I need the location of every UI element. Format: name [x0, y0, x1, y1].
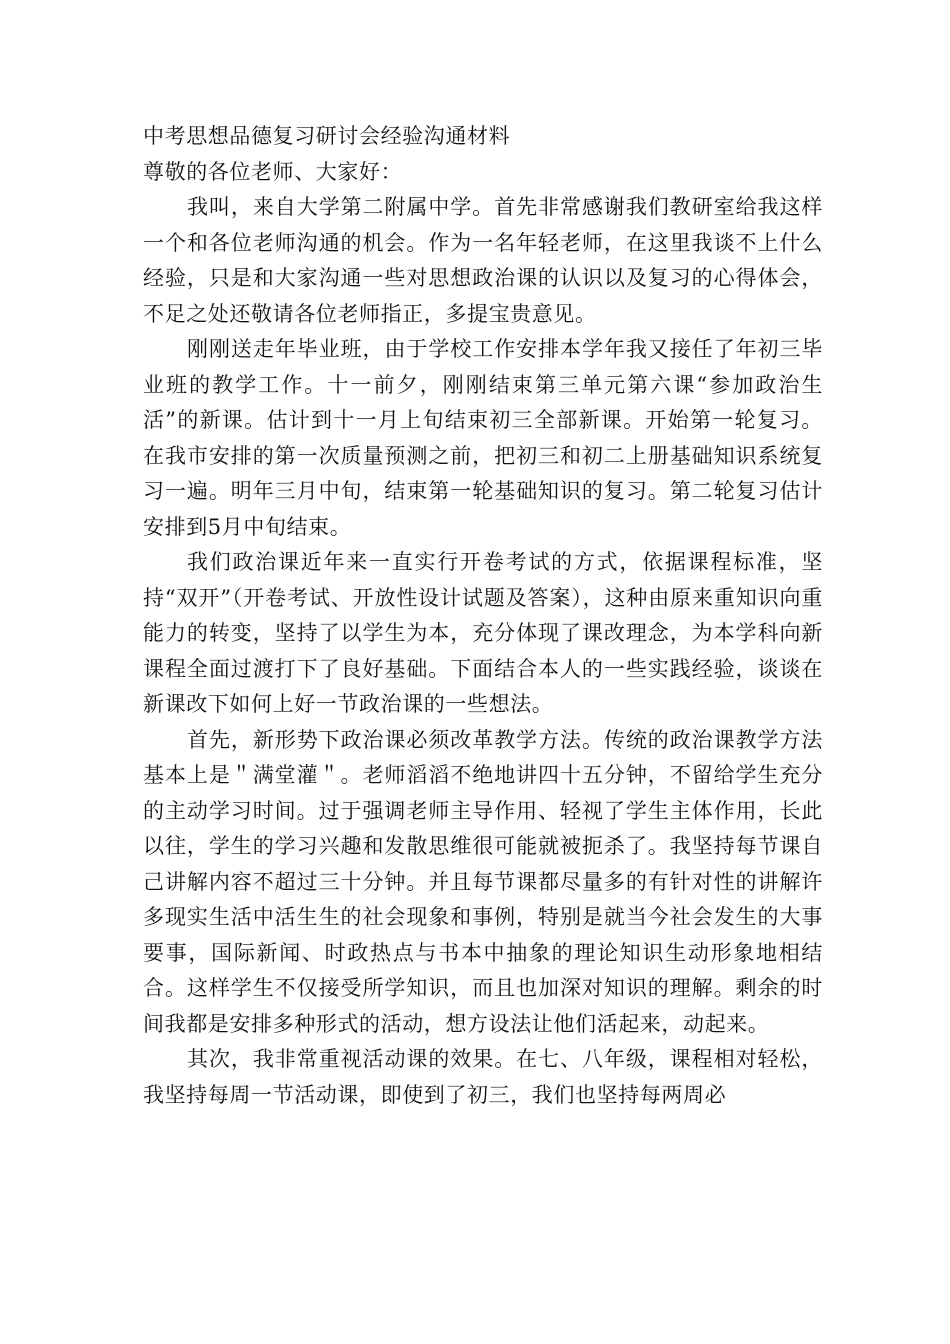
paragraph-3: 我们政治课近年来一直实行开卷考试的方式，依据课程标准，坚持“双开”（开卷考试、开放性设计试题及答案），这种由原来重知识向重能力的转变，坚持了以学生为本，充分体现了课改理念，为本学科向新课程全面过渡打下了良好基础。下面结合本人的一些实践经验，谈谈在新课改下如何上好一节政治课的一些想法。 — [143, 550, 823, 716]
greeting: 尊敬的各位老师、大家好： — [143, 159, 403, 184]
paragraph-5: 其次，我非常重视活动课的效果。在七、八年级，课程相对轻松，我坚持每周一节活动课，即使到了初三，我们也坚持每两周必 — [143, 1047, 823, 1107]
paragraph-2: 刚刚送走年毕业班，由于学校工作安排本学年我又接任了年初三毕业班的教学工作。十一前夕，刚刚结束第三单元第六课“参加政治生活”的新课。估计到十一月上旬结束初三全部新课。开始第一轮复习。在我市安排的第一次质量预测之前，把初三和初二上册基础知识系统复习一遍。明年三月中旬，结束第一轮基础知识的复习。第二轮复习估计安排到5月中旬结束。 — [143, 337, 823, 539]
paragraph-4: 首先，新形势下政治课必须改革教学方法。传统的政治课教学方法基本上是＂满堂灌＂。老师滔滔不绝地讲四十五分钟，不留给学生充分的主动学习时间。过于强调老师主导作用、轻视了学生主体作用，长此以往，学生的学习兴趣和发散思维很可能就被扼杀了。我坚持每节课自己讲解内容不超过三十分钟。并且每节课都尽量多的有针对性的讲解许多现实生活中活生生的社会现象和事例，特别是就当今社会发生的大事要事，国际新闻、时政热点与书本中抽象的理论知识生动形象地相结合。这样学生不仅接受所学知识，而且也加深对知识的理解。剩余的时间我都是安排多种形式的活动，想方设法让他们活起来，动起来。 — [143, 727, 823, 1036]
document-body — [143, 119, 823, 1113]
paragraph-1: 我叫，来自大学第二附属中学。首先非常感谢我们教研室给我这样一个和各位老师沟通的机会。作为一名年轻老师，在这里我谈不上什么经验，只是和大家沟通一些对思想政治课的认识以及复习的心得体会，不足之处还敬请各位老师指正，多提宝贵意见。 — [143, 195, 823, 326]
document-title: 中考思想品德复习研讨会经验沟通材料 — [143, 124, 511, 148]
